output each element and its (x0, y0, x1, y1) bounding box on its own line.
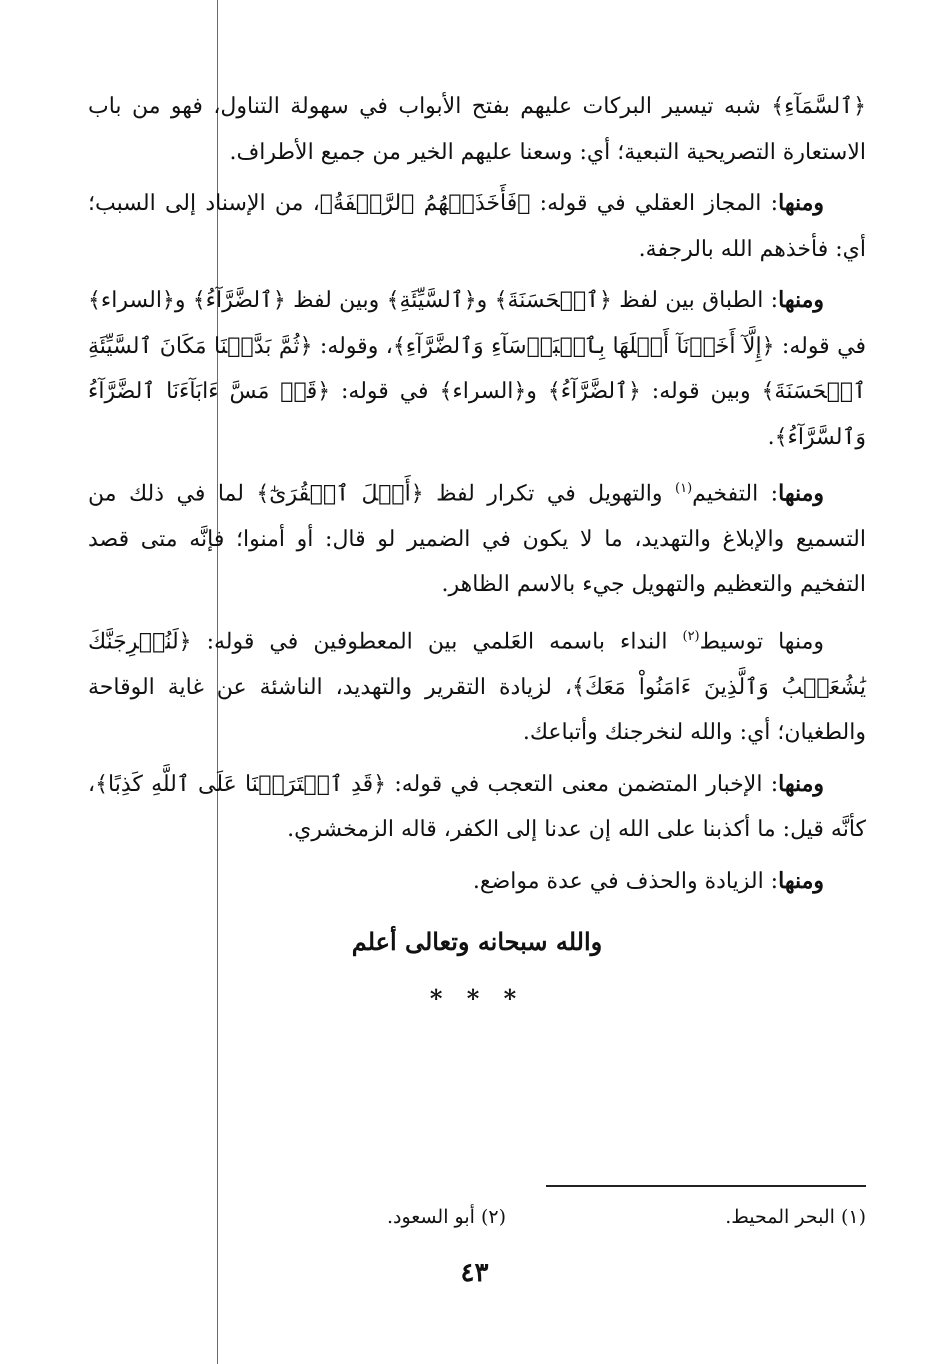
paragraph-4 (88, 466, 866, 608)
paragraph-5-text-after: النداء باسمه العَلمي بين المعطوفين في قوله: ﴿لَنُخۡرِجَنَّكَ يَٰشُعَيۡبُ وَٱلَّذِينَ ءَامَنُواْ مَعَكَ﴾، لزيادة التقرير والتهديد، الناشئة عن غاية الوقاحة والطغيان؛ أي: والله لنخرجنك وأتباعك. (88, 629, 866, 746)
paragraph-4-text: : التفخيم (692, 481, 779, 507)
paragraph-6-lead: ومنها (778, 770, 824, 797)
paragraph-7-lead: ومنها (778, 867, 824, 894)
paragraph-3-text: : الطباق بين لفظ ﴿ٱلۡحَسَنَةَ﴾ و﴿ٱلسَّيِّئَةِ﴾ وبين لفظ ﴿ٱلضَّرَّآءُ﴾ و﴿السراء﴾ في قوله: ﴿إِلَّآ أَخَذۡنَآ أَهۡلَهَا بِٱلۡبَأۡسَآءِ وَٱلضَّرَّآءِ﴾، وقوله: ﴿ثُمَّ بَدَّلۡنَا مَكَانَ ٱلسَّيِّئَةِ ٱلۡحَسَنَةَ﴾ وبين قوله: ﴿ٱلضَّرَّآءُ﴾ و﴿السراء﴾ في قوله: ﴿قَدۡ مَسَّ ءَابَآءَنَا ٱلضَّرَّآءُ وَٱلسَّرَّآءُ﴾. (88, 288, 866, 450)
footnote-2: (٢) أبو السعود. (386, 1206, 506, 1228)
paragraph-6 (88, 762, 866, 853)
paragraph-4-lead: ومنها (778, 480, 824, 507)
page-number: ٤٣ (460, 1258, 489, 1288)
paragraph-3 (88, 278, 866, 460)
paragraph-2-text: : المجاز العقلي في قوله: ﴿فَأَخَذَتۡهُمُ ٱلرَّجۡفَةُ﴾، من الإسناد إلى السبب؛ أي: فأخذهم الله بالرجفة. (88, 191, 866, 262)
paragraph-2 (88, 181, 866, 272)
paragraph-1 (88, 84, 866, 175)
paragraph-7-text: : الزيادة والحذف في عدة مواضع. (472, 868, 779, 894)
paragraph-6-text: : الإخبار المتضمن معنى التعجب في قوله: ﴿قَدِ ٱفۡتَرَيۡنَا عَلَى ٱللَّهِ كَذِبًا﴾، كأنَّه قيل: ما أكذبنا على الله إن عدنا إلى الكفر، قاله الزمخشري. (88, 771, 866, 843)
paragraph-7 (88, 859, 866, 905)
paragraph-1-text: ﴿ٱلسَّمَآءِ﴾ شبه تيسير البركات عليهم بفتح الأبواب في سهولة التناول، فهو من باب الاستعارة التصريحية التبعية؛ أي: وسعنا عليهم الخير من جميع الأطراف. (88, 94, 866, 165)
closing-phrase: والله سبحانه وتعالى أعلم (351, 927, 603, 957)
page-body (88, 84, 866, 1013)
footnote-rule (546, 1185, 866, 1187)
paragraph-4-text-after: والتهويل في تكرار لفظ ﴿أَهۡلَ ٱلۡقُرَىٰٓ﴾ لما في ذلك من التسميع والإبلاغ والتهديد، ما لا يكون في الضمير لو قال: أو أمنوا؛ فإنَّه متى قصد التفخيم والتعظيم والتهويل جيء بالاسم الظاهر. (88, 481, 866, 598)
paragraph-2-lead: ومنها (778, 190, 824, 216)
paragraph-3-lead: ومنها (778, 287, 824, 313)
footnote-1: (١) البحر المحيط. (725, 1206, 866, 1228)
section-divider-stars: * * * (429, 984, 525, 1014)
footnote-marker-1: (١) (675, 481, 693, 496)
paragraph-5 (88, 614, 866, 756)
footnote-marker-2: (٢) (682, 628, 700, 644)
paragraph-5-text: ومنها توسيط (699, 629, 824, 655)
